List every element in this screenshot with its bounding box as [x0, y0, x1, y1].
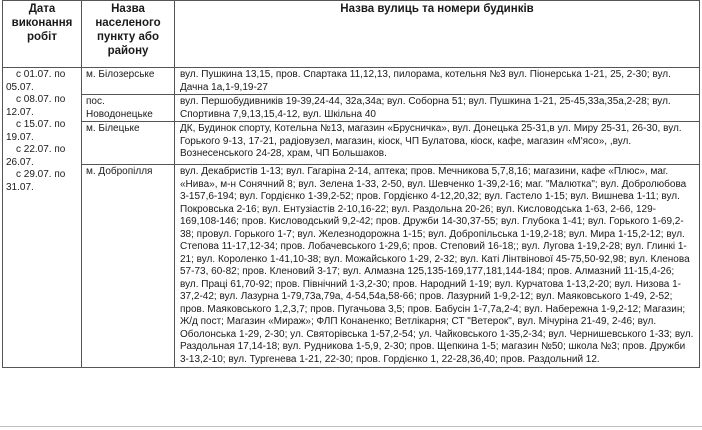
streets-cell	[175, 68, 700, 95]
streets-text: вул. Пушкина 13,15, пров. Спартака 11,12,13, пилорама, котельня №3 вул. Піонерська 1-21, 25, 2-30; вул. Дачна 1а,1-9,19-27	[180, 69, 671, 93]
streets-text: вул. Декабристів 1-13; вул. Гагаріна 2-14, аптека; пров. Мечникова 5,7,8,16; магазини, кафе «Плюс», маг. «Нива», м-н Сонячний 8; вул. Зелена 1-33, 2-50, вул. Шевченко 1-39,2-16; маг. "Малютка"; вул. Добролюбова 3-157,6-194; вул. Гордієнко 1-39,2-52; пров. Гордієнко 4-12,20,32; вул. Гастело 1-15; вул. Вишнева 1-11; вул. Покровська 2-16; вул. Ентузіастів 2-10,16-22; вул. Раздольна 20-26; вул. Кисловодська 1-63, 2-66, 129-169,108-146; пров. Кисловодський 9,2-42; пров. Дружби 14-30,37-55; вул. Глубока 1-41; вул. Горького 1-69,2-38; провул. Горького 1-7; вул. Железнодорожна 1-15; вул. Добропільська 1-19,2-18; вул. Мира 1-15,2-12; вул. Степова 11-17,12-34; пров. Лобачевського 1-29,6; пров. Степовий 16-18;; вул. Лугова 1-19,2-28; вул. Глинкі 1-21; вул. Короленко 1-41,10-38; вул. Можайського 1-29, 2-32; вул. Каті Лінтвінової 45-75,50-92,98; вул. Кленова 57-73, 60-82; пров. Кленовий 3-17; вул. Алмазна 125,135-169,177,181,144-184; пров. Алмазний 11-15,4-26; вул. Праці 61,70-92; пров. Північний 1-3,2-30; пров. Народний 1-19; вул. Курчатова 1-13,2-20; вул. Низова 1-37,2-42; вул. Лазурна 1-79,73а,79а, 4-54,54а,58-66; пров. Лазурний 1-9,2-12; вул. Маяковського 1-49, 2-52; пров. Маяковського 1,2,3,7; пров. Пугачьова 3,5; пров. Бабусін 1-7,7а,2-4; вул. Набережна 1-9,2-12; Магазин; Ж/д пост; Магазин «Мираж»; ФЛП Конаненко; Ветлікарня; СТ "Ветерок", вул. Мічуріна 21-49, 2-46; вул. Оболонська 1-29, 2-30; ул. Святорівська 1-57,2-54; ул. Чайковського 1-35,2-34; вул. Чернишевського 1-33; вул. Раздольная 17,14-18; вул. Рудникова 1-5,9, 2-30; пров. Щепкина 1-5; магазин №50; школа №3; пров. Дружби 3-13,2-10; вул. Тургенева 1-21, 22-30; пров. Гордієнко 1, 22-28,36,40; пров. Раздольний 12.	[180, 166, 694, 365]
schedule-table	[2, 0, 700, 368]
table-row	[3, 165, 700, 368]
date-cell	[3, 68, 82, 368]
page-divider	[0, 426, 702, 427]
settlement-name: м. Білозерське	[86, 69, 155, 80]
date-line: 19.07.	[6, 131, 34, 143]
date-line: с 01.07. по	[16, 69, 66, 80]
date-line: 05.07.	[6, 81, 34, 93]
date-line: 31.07.	[6, 181, 34, 193]
date-line: 12.07.	[6, 106, 34, 118]
streets-cell	[175, 122, 700, 165]
settlement-name: м. Білецьке	[86, 123, 140, 134]
settlement-cell	[82, 165, 175, 368]
date-line: 26.07.	[6, 156, 34, 168]
table-row	[3, 95, 700, 122]
settlement-cell	[82, 95, 175, 122]
table-row	[3, 122, 700, 165]
header-streets: Назва вулиць та номери будинків	[175, 1, 700, 68]
settlement-cell	[82, 122, 175, 165]
streets-cell	[175, 95, 700, 122]
date-line: с 29.07. по	[16, 169, 66, 180]
streets-text: ДК, Будинок спорту, Котельна №13, магазин «Брусничка», вул. Донецька 25-31,в ул. Миру 25-31, 26-30, вул. Горького 9-13, 17-21, радіовузел, магазин, кіоск, ЧП Булатова, кіоск, кафе, магазин «М'ясо», ,вул. Вознесенського 24-28, храм, ЧП Большаков.	[180, 123, 682, 159]
streets-text: вул. Першобудивників 19-39,24-44, 32а,34а; вул. Соборна 51; вул. Пушкина 1-21, 25-45,33а,35а,2-28; вул. Спортивна 7,9,13,15,4-12, вул. Шкільна 40	[180, 96, 671, 120]
date-line: с 08.07. по	[16, 94, 66, 105]
streets-cell	[175, 165, 700, 368]
date-line: с 15.07. по	[16, 119, 66, 130]
date-line: с 22.07. по	[16, 144, 66, 155]
settlement-name: пос. Новодонецьке	[86, 96, 153, 120]
table-row	[3, 68, 700, 95]
settlement-name: м. Добропілля	[86, 166, 153, 177]
header-date: Дата виконання робіт	[3, 1, 82, 68]
table-header-row	[3, 1, 700, 68]
settlement-cell	[82, 68, 175, 95]
header-settlement: Назва населеного пункту або району	[82, 1, 175, 68]
